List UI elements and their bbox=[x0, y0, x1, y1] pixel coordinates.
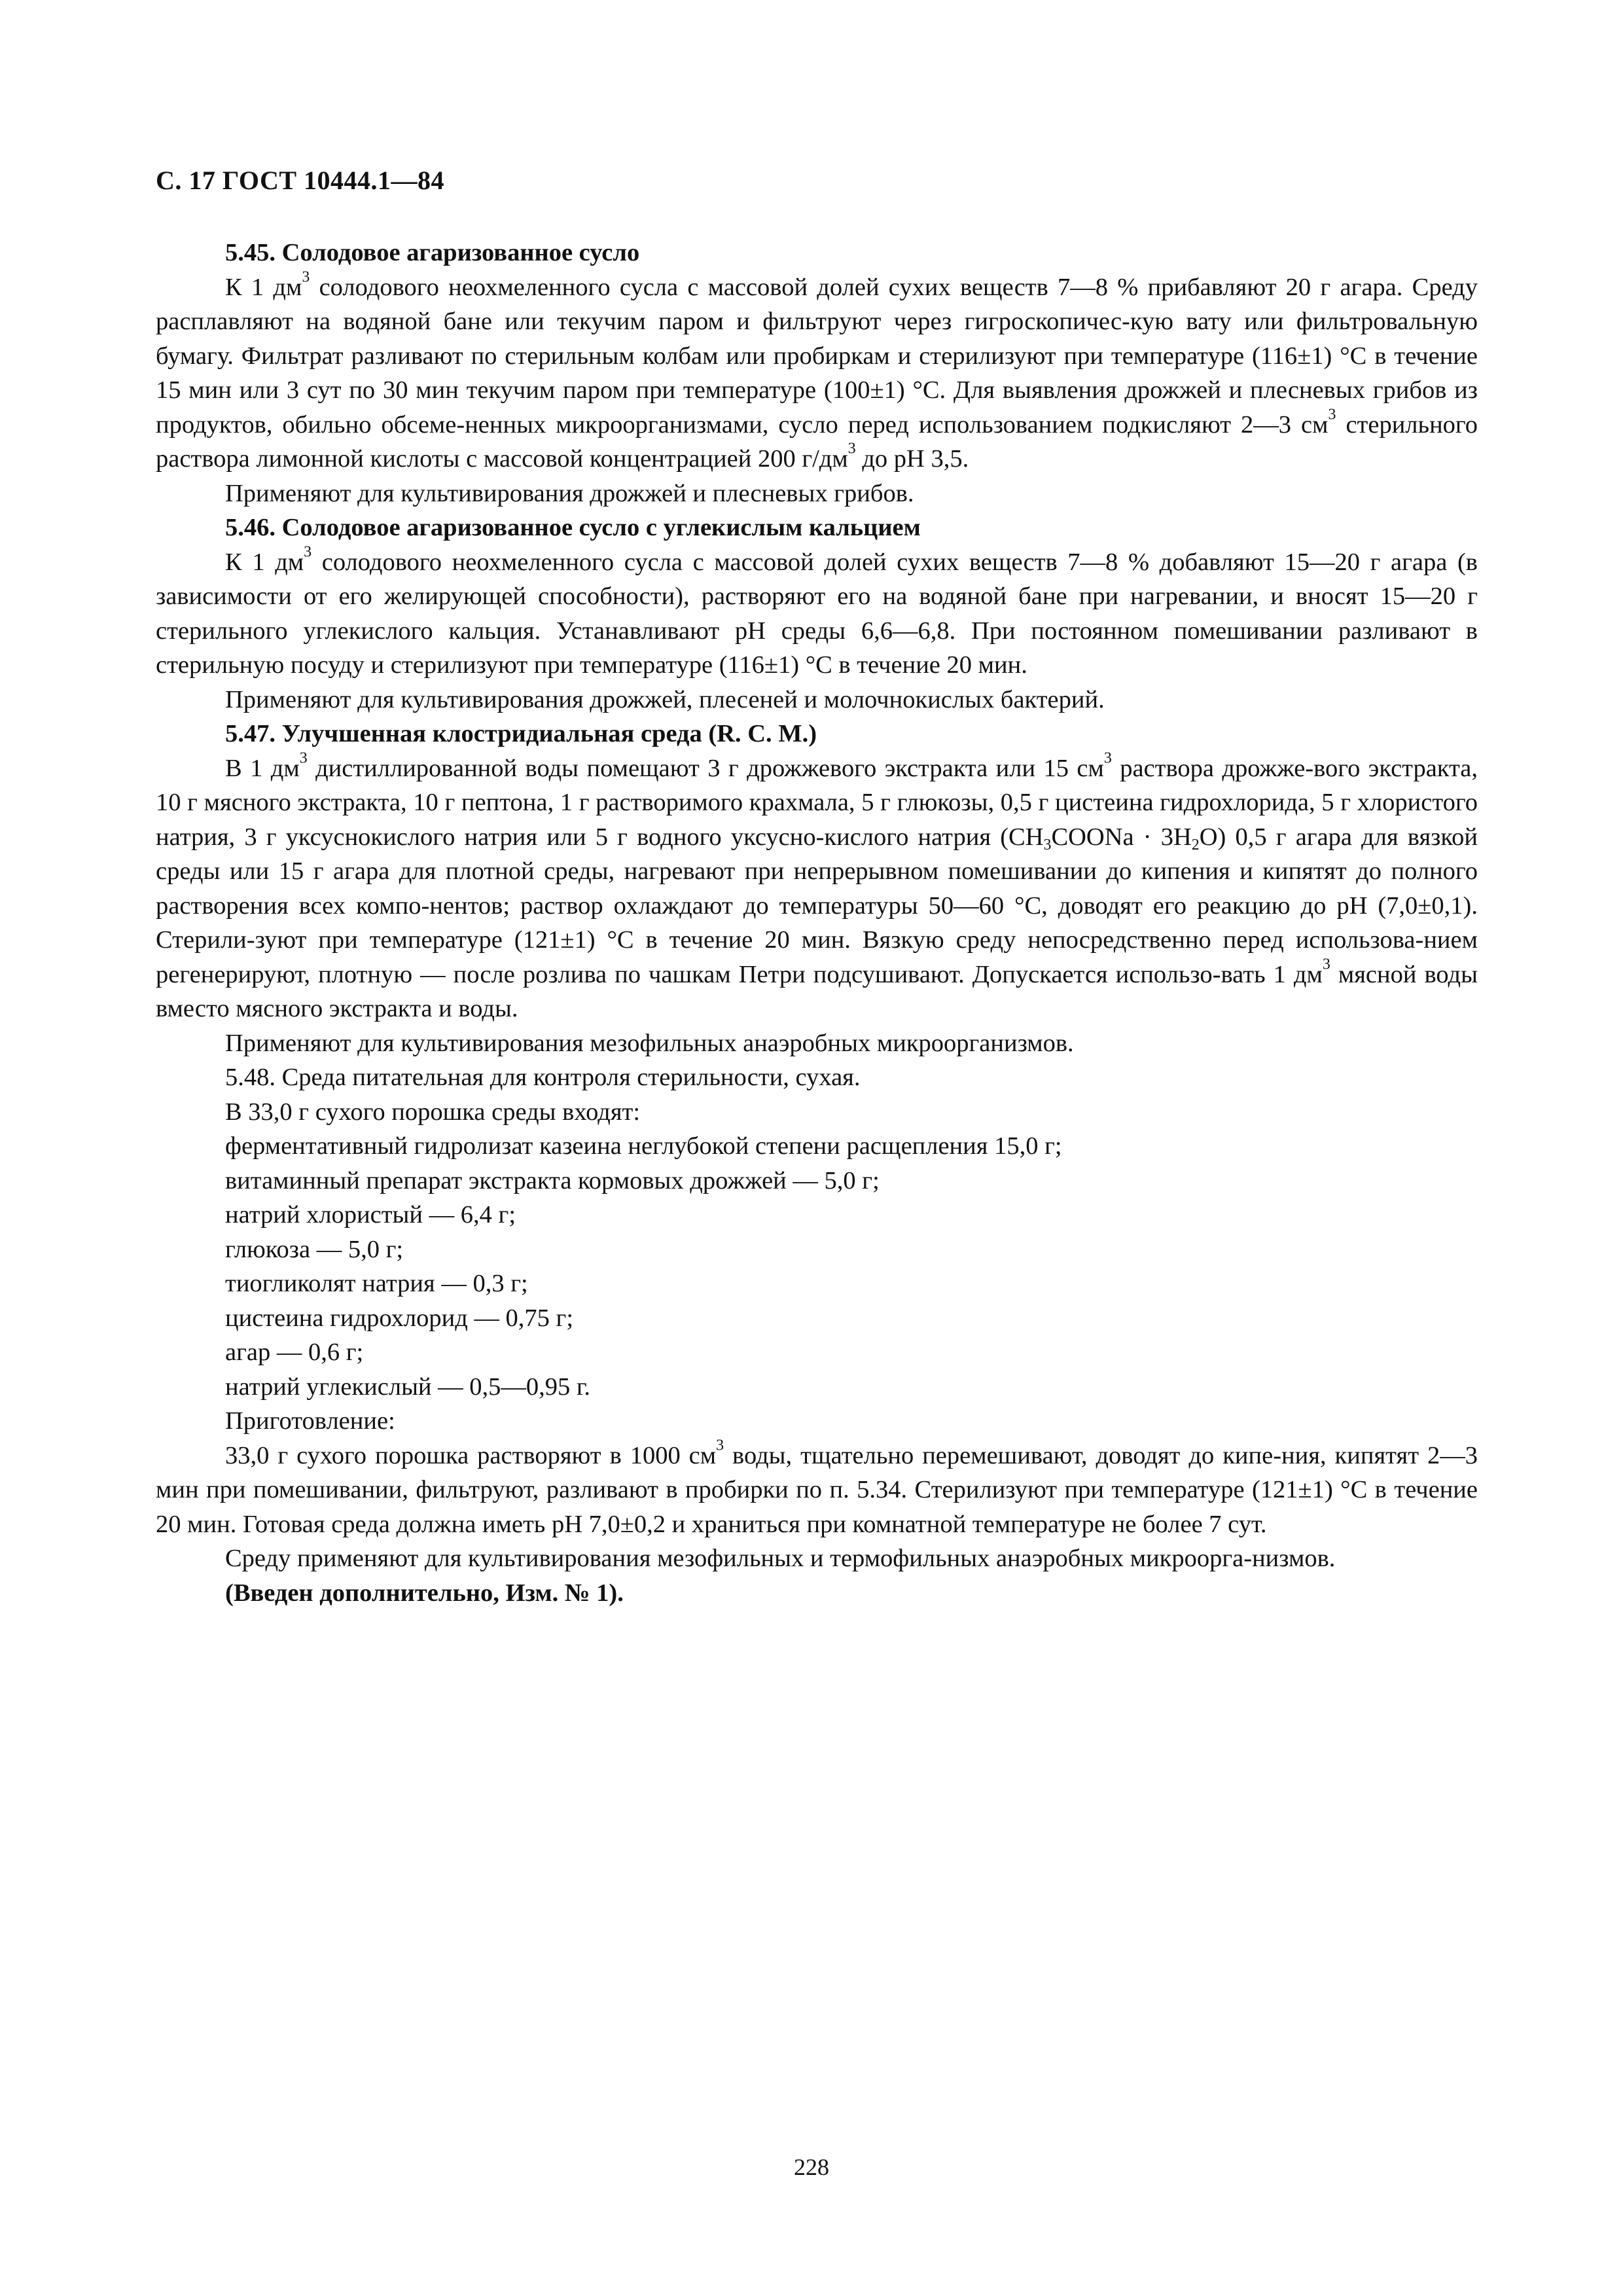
section-heading-5-47: 5.47. Улучшенная клостридиальная среда (R. С. М.) bbox=[225, 720, 817, 747]
paragraph-5-45-description bbox=[156, 270, 1478, 476]
preparation-label: Приготовление: bbox=[225, 1407, 395, 1435]
page-header: С. 17 ГОСТ 10444.1—84 bbox=[156, 166, 445, 195]
text-run: раствора дрожже-вого экстракта, 10 г мясного экстракта, 10 г пептона, 1 г растворимого крахмала, 5 г глюкозы, 0,5 г цистеина гидрохлорида, 5 г хлористого натрия, 3 г уксуснокислого натрия или 5 г водного уксусно-кислого натрия (CH bbox=[156, 754, 1478, 851]
superscript: 3 bbox=[302, 268, 310, 286]
text-run: К 1 дм bbox=[225, 273, 302, 301]
ingredient-item: витаминный препарат экстракта кормовых дрожжей — 5,0 г; bbox=[225, 1166, 880, 1194]
text-run: COONa · 3H bbox=[1051, 823, 1192, 851]
subscript: 3 bbox=[1043, 836, 1052, 853]
superscript: 3 bbox=[716, 1437, 724, 1454]
ingredient-item: натрий углекислый — 0,5—0,95 г. bbox=[225, 1372, 590, 1401]
ingredient-item: ферментативный гидролизат казеина неглубокой степени расщепления 15,0 г; bbox=[225, 1132, 1062, 1160]
superscript: 3 bbox=[1103, 749, 1112, 767]
text-run: К 1 дм bbox=[225, 548, 304, 576]
text-run: воды, тщательно перемешивают, доводят до кипе-ния, кипятят 2—3 мин при помешивании, фильтруют, разливают в пробирки по п. 5.34. Стерилизуют при температуре (121±1) °С в течение 20 мин. Готовая среда должна иметь рН 7,0±0,2 и храниться при комнатной температуре не более 7 сут. bbox=[156, 1441, 1478, 1538]
superscript: 3 bbox=[1322, 956, 1330, 973]
ingredient-item: натрий хлористый — 6,4 г; bbox=[225, 1201, 516, 1229]
paragraph-5-48-intro: В 33,0 г сухого порошка среды входят: bbox=[225, 1098, 641, 1126]
paragraph-5-48-usage: Среду применяют для культивирования мезофильных и термофильных анаэробных микроорга-низмов. bbox=[225, 1545, 1336, 1572]
section-heading-5-45: 5.45. Солодовое агаризованное сусло bbox=[225, 239, 640, 266]
paragraph-5-46-usage: Применяют для культивирования дрожжей, плесеней и молочнокислых бактерий. bbox=[225, 685, 1105, 713]
paragraph-5-48-preparation bbox=[156, 1439, 1478, 1542]
section-heading-5-46: 5.46. Солодовое агаризованное сусло с углекислым кальцием bbox=[225, 514, 921, 541]
ingredient-item: цистеина гидрохлорид — 0,75 г; bbox=[225, 1304, 574, 1332]
text-run: мясной воды вместо мясного экстракта и воды. bbox=[156, 960, 1478, 1022]
text-run: 33,0 г сухого порошка растворяют в 1000 см bbox=[225, 1441, 717, 1469]
paragraph-5-46-description bbox=[156, 545, 1478, 683]
text-run: до рН 3,5. bbox=[855, 445, 969, 473]
superscript: 3 bbox=[847, 440, 856, 457]
superscript: 3 bbox=[1328, 406, 1336, 423]
ingredient-item: глюкоза — 5,0 г; bbox=[225, 1235, 404, 1263]
text-run: O) 0,5 г агара для вязкой среды или 15 г агара для плотной среды, нагревают при непрерывном помешивании до кипения и кипятят до полного растворения всех компо-нентов; раствор охлаждают до температуры 50—60 °С, доводят его реакцию до рН (7,0±0,1). Стерили-зуют при температуре (121±1) °С в течение 20 мин. Вязкую среду непосредственно перед использова-нием регенерируют, плотную — после розлива по чашкам Петри подсушивают. Допускается использо-вать 1 дм bbox=[156, 823, 1478, 988]
document-body bbox=[156, 236, 1478, 1610]
paragraph-5-45-usage: Применяют для культивирования дрожжей и плесневых грибов. bbox=[225, 479, 914, 507]
page-number: 228 bbox=[794, 2154, 829, 2180]
text-run: солодового неохмеленного сусла с массовой долей сухих веществ 7—8 % добавляют 15—20 г агара (в зависимости от его желирующей способности), растворяют его на водяной бане при нагревании, и вносят 15—20 г стерильного углекислого кальция. Устанавливают рН среды 6,6—6,8. При постоянном помешивании разливают в стерильную посуду и стерилизуют при температуре (116±1) °С в течение 20 мин. bbox=[156, 548, 1478, 679]
text-run: стерильного раствора лимонной кислоты с массовой концентрацией 200 г/дм bbox=[156, 410, 1478, 473]
amendment-note: (Введен дополнительно, Изм. № 1). bbox=[225, 1579, 624, 1607]
ingredient-item: тиогликолят натрия — 0,3 г; bbox=[225, 1270, 528, 1297]
superscript: 3 bbox=[304, 543, 312, 561]
section-heading-5-48: 5.48. Среда питательная для контроля стерильности, сухая. bbox=[225, 1064, 861, 1091]
text-run: дистиллированной воды помещают 3 г дрожжевого экстракта или 15 см bbox=[307, 754, 1104, 782]
subscript: 2 bbox=[1191, 836, 1200, 853]
ingredient-item: агар — 0,6 г; bbox=[225, 1338, 364, 1366]
superscript: 3 bbox=[299, 749, 308, 767]
text-run: В 1 дм bbox=[225, 754, 300, 782]
text-run: солодового неохмеленного сусла с массовой долей сухих веществ 7—8 % прибавляют 20 г агара. Среду расплавляют на водяной бане или текучим паром и фильтруют через гигроскопичес-кую вату или фильтровальную бумагу. Фильтрат разливают по стерильным колбам или пробиркам и стерилизуют при температуре (116±1) °С в течение 15 мин или 3 сут по 30 мин текучим паром при температуре (100±1) °С. Для выявления дрожжей и плесневых грибов из продуктов, обильно обсеме-ненных микроорганизмами, сусло перед использованием подкисляют 2—3 см bbox=[156, 273, 1478, 439]
paragraph-5-47-description bbox=[156, 751, 1478, 1026]
paragraph-5-47-usage: Применяют для культивирования мезофильных анаэробных микроорганизмов. bbox=[225, 1029, 1074, 1057]
